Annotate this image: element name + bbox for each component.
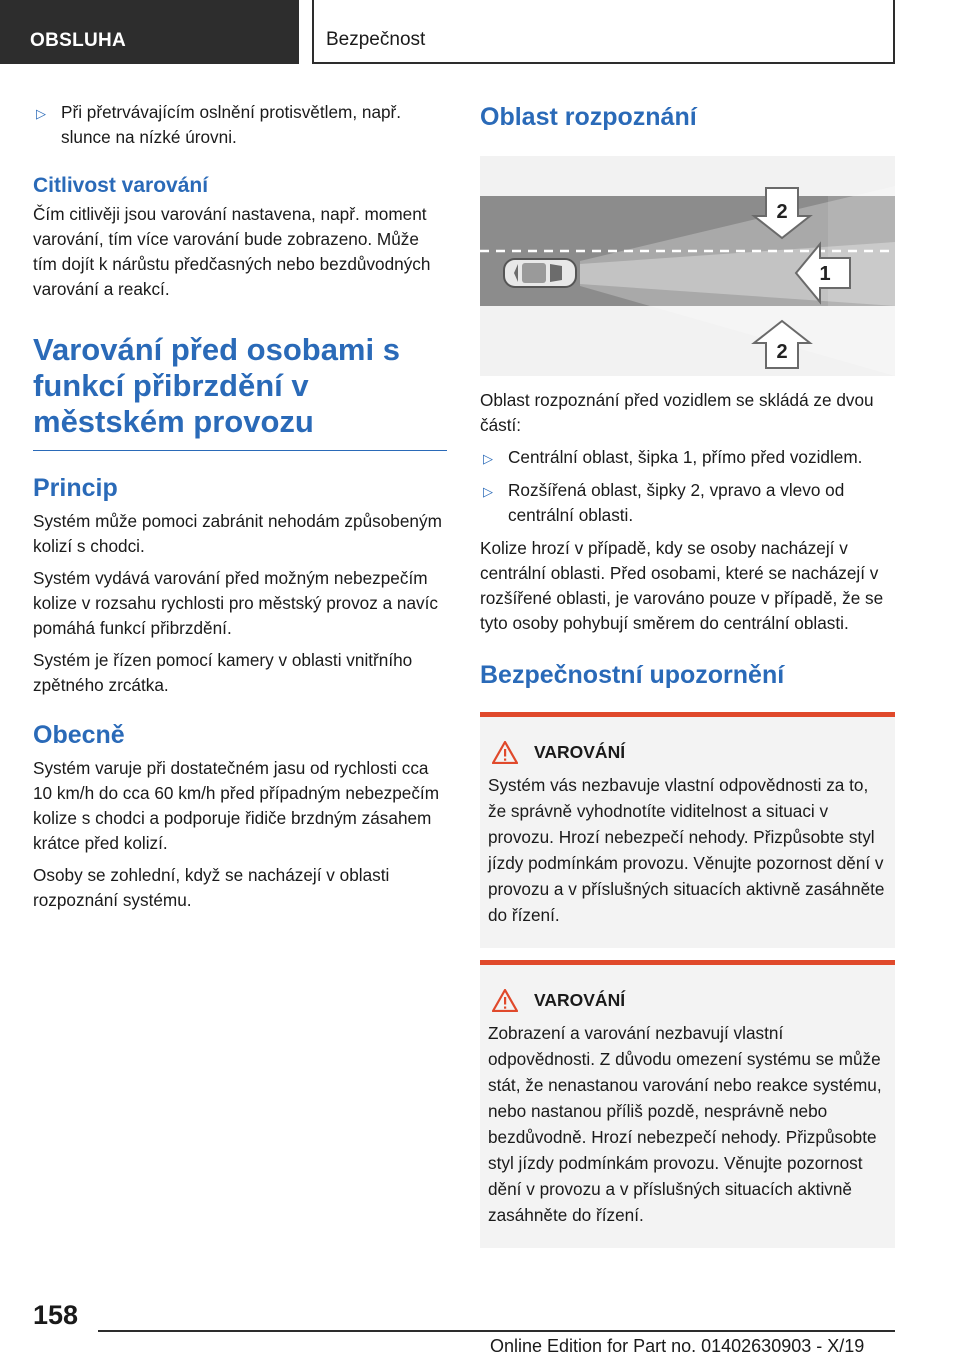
arrow-label: 1 — [819, 263, 831, 285]
warning-label: VAROVÁNÍ — [534, 742, 626, 762]
warning-text: Zobrazení a varování nezbavují vlastní odpovědnosti. Z důvodu omezení systému se může stát, že nenastanou varování nebo reakce systému, nebo nastanou příliš pozdě, nesprávně nebo bezdůvodně. Hrozí nebezpečí nehody. Přizpůsobte styl jízdy podmínkám provozu. Věnujte pozornost dění v provozu a v příslušných situacích aktivně zasáhněte do řízení. — [488, 1023, 882, 1225]
general-paragraph: Systém varuje při dostatečném jasu od rychlosti cca 10 km/h do cca 60 km/h před případným nebezpečím kolize s chodci a podporuje řidiče brzdným zásahem krátce před kolizí. — [33, 758, 440, 853]
chapter-title: Bezpečnost — [312, 0, 895, 64]
sensitivity-text: Čím citlivěji jsou varování nastavena, např. moment varování, tím více varování bude zobrazeno. Může tím dojít k nárůstu předčasných nebo bezdůvodných varování a reakcí. — [33, 204, 431, 299]
page-number: 158 — [33, 1300, 79, 1330]
principle-paragraph: Systém je řízen pomocí kamery v oblasti vnitřního zpětného zrcátka. — [33, 650, 413, 695]
section-tab: OBSLUHA — [0, 0, 299, 64]
car-icon — [504, 259, 576, 287]
triangle-bullet-icon: ▷ — [36, 106, 46, 121]
principle-heading: Princip — [33, 474, 118, 502]
main-heading: Varování před osobami s funkcí přibrzdění v městském provozu — [33, 332, 447, 451]
warning-header — [488, 741, 887, 764]
left-column — [33, 100, 447, 920]
principle-paragraph: Systém vydává varování před možným nebezpečím kolize v rozsahu rychlosti pro městský provoz a navíc pomáhá funkcí přibrzdění. — [33, 568, 439, 638]
list-item — [480, 445, 895, 470]
list-item-text: Při přetrvávajícím oslnění protisvětlem, např. slunce na nízké úrovni. — [61, 102, 402, 147]
detection-area-diagram — [480, 156, 895, 376]
list-item — [480, 478, 895, 528]
footer-divider — [98, 1330, 895, 1332]
warning-text: Systém vás nezbavuje vlastní odpovědnosti za to, že správně vyhodnotíte viditelnost a situaci v provozu. Hrozí nebezpečí nehody. Přizpůsobte styl jízdy podmínkám provozu. Věnujte pozornost dění v provozu a v příslušných situacích aktivně zasáhněte do řízení. — [488, 775, 885, 925]
right-column — [480, 100, 895, 1248]
warning-box — [480, 960, 895, 1248]
triangle-bullet-icon: ▷ — [483, 484, 493, 499]
footer-edition: Online Edition for Part no. 01402630903 - X/19 — [490, 1336, 865, 1356]
list-item-text: Rozšířená oblast, šipky 2, vpravo a vlevo od centrální oblasti. — [508, 480, 845, 525]
warning-box — [480, 712, 895, 948]
detection-area-heading: Oblast rozpoznání — [480, 103, 697, 131]
general-paragraph: Osoby se zohlední, když se nacházejí v oblasti rozpoznání systému. — [33, 865, 390, 910]
warning-header — [488, 989, 887, 1012]
safety-heading: Bezpečnostní upozornění — [480, 661, 785, 689]
arrow-label: 2 — [776, 201, 788, 223]
detection-intro: Oblast rozpoznání před vozidlem se skládá ze dvou částí: — [480, 390, 874, 435]
warning-label: VAROVÁNÍ — [534, 990, 626, 1010]
general-heading: Obecně — [33, 721, 125, 749]
detection-area-figure — [480, 156, 895, 376]
principle-paragraph: Systém může pomoci zabránit nehodám způsobeným kolizí s chodci. — [33, 511, 442, 556]
list-item — [33, 100, 447, 150]
warning-triangle-icon — [492, 989, 518, 1012]
arrow-label: 2 — [776, 341, 788, 363]
triangle-bullet-icon: ▷ — [483, 451, 493, 466]
warning-triangle-icon — [492, 741, 518, 764]
detection-text: Kolize hrozí v případě, kdy se osoby nacházejí v centrální oblasti. Před osobami, které se nacházejí v rozšířené oblasti, je varováno pouze v případě, že se tyto osoby pohybují směrem do centrální oblasti. — [480, 538, 884, 633]
sensitivity-heading: Citlivost varování — [33, 174, 209, 197]
list-item-text: Centrální oblast, šipka 1, přímo před vozidlem. — [508, 447, 863, 467]
